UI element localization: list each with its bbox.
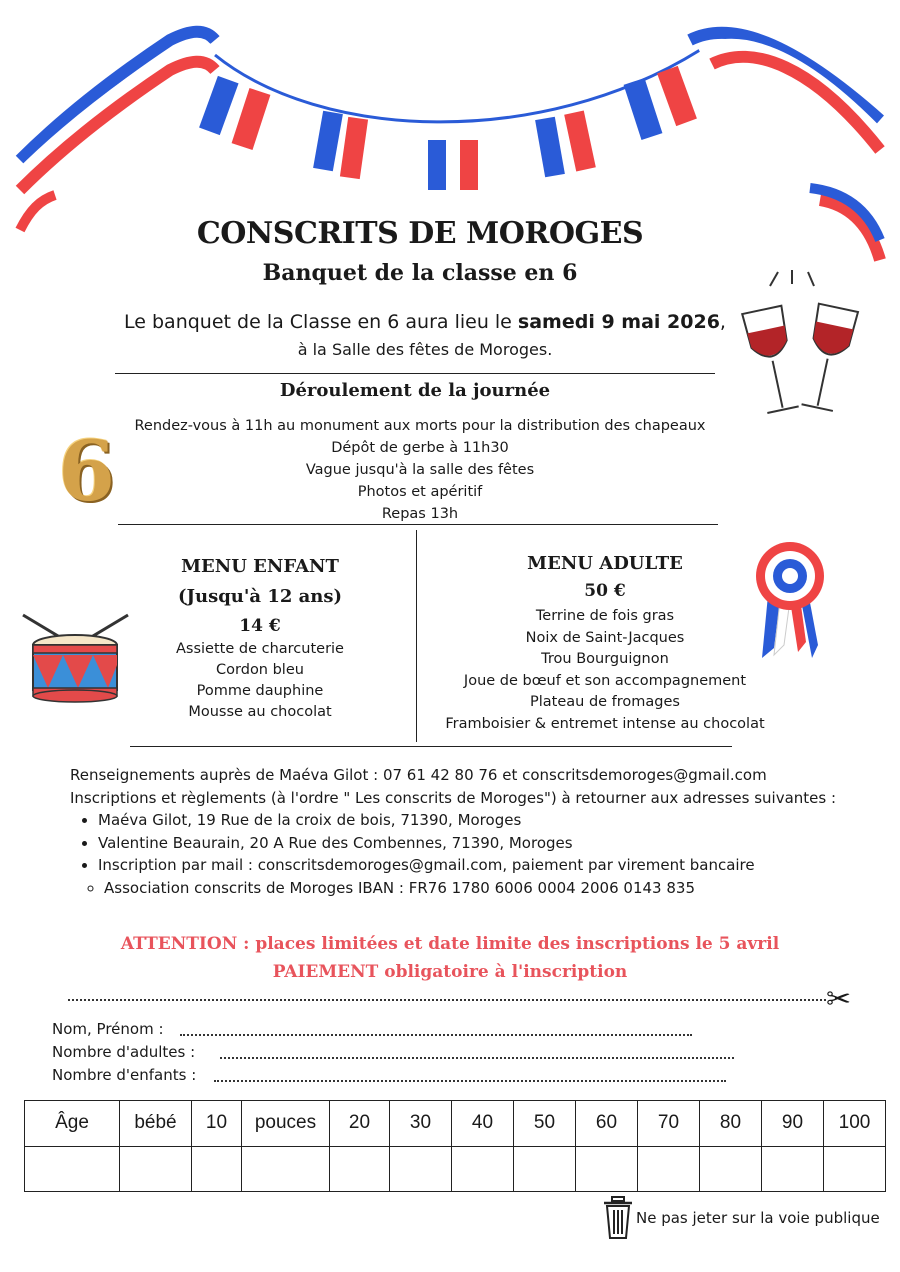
bunting-flag (199, 76, 270, 150)
programme-list (100, 415, 740, 525)
children-label: Nombre d'enfants : (52, 1066, 197, 1084)
divider (115, 373, 715, 374)
menu-enfant-price: 14 € (239, 616, 281, 636)
intro-date: samedi 9 mai 2026 (517, 311, 720, 333)
age-input-cell[interactable] (514, 1146, 576, 1192)
address-item: • Maéva Gilot, 19 Rue de la croix de bois, 71390, Moroges (98, 809, 840, 832)
programme-item: Rendez-vous à 11h au monument aux morts pour la distribution des chapeaux (134, 418, 706, 434)
age-header-cell: 30 (390, 1101, 452, 1147)
age-header-cell: 50 (514, 1101, 576, 1147)
menu-item: Pomme dauphine (196, 683, 324, 699)
attention-line-1: ATTENTION : places limitées et date limite des inscriptions le 5 avril (120, 934, 780, 954)
menu-item: Mousse au chocolat (188, 704, 332, 720)
age-input-cell[interactable] (638, 1146, 700, 1192)
age-input-cell[interactable] (762, 1146, 824, 1192)
drum-icon (18, 610, 133, 705)
age-header-cell: 90 (762, 1101, 824, 1147)
adults-field[interactable] (220, 1057, 734, 1059)
info-section (70, 764, 840, 899)
cut-line (68, 999, 826, 1001)
info-contact-line: Renseignements auprès de Maéva Gilot : 07 61 42 80 76 et conscritsdemoroges@gmail.com (70, 766, 767, 784)
menu-item: Assiette de charcuterie (176, 641, 344, 657)
menu-item: Framboisier & entremet intense au chocolat (445, 715, 765, 732)
address-item: • Valentine Beaurain, 20 A Rue des Combennes, 71390, Moroges (98, 832, 840, 855)
age-input-cell[interactable] (576, 1146, 638, 1192)
scissors-icon: ✂ (826, 982, 852, 1017)
age-input-cell[interactable] (330, 1146, 390, 1192)
age-input-cell[interactable] (700, 1146, 762, 1192)
divider (118, 524, 718, 525)
page-title: CONSCRITS DE MOROGES (196, 216, 644, 251)
menu-item: Trou Bourguignon (541, 651, 669, 667)
intro-line-1 (60, 311, 790, 333)
iban-list (70, 877, 840, 900)
age-table (24, 1100, 886, 1192)
menu-item: Terrine de fois gras (535, 608, 675, 624)
age-header-cell: bébé (120, 1101, 192, 1147)
age-header-cell: pouces (242, 1101, 330, 1147)
bunting-flag (428, 140, 478, 190)
age-header-cell: 20 (330, 1101, 390, 1147)
bunting-flag (535, 111, 596, 178)
bunting-flag (313, 111, 368, 179)
age-input-cell[interactable] (824, 1146, 886, 1192)
programme-title: Déroulement de la journée (279, 380, 551, 401)
age-header-cell: 100 (824, 1101, 886, 1147)
age-header-cell: Âge (25, 1101, 120, 1147)
menu-enfant-subtitle: (Jusqu'à 12 ans) (177, 586, 343, 607)
intro-suffix: , (719, 311, 726, 333)
age-input-cell[interactable] (120, 1146, 192, 1192)
menu-item: Plateau de fromages (530, 694, 680, 710)
age-header-row (25, 1101, 886, 1147)
intro-prefix: Le banquet de la Classe en 6 aura lieu le (124, 311, 518, 333)
divider (130, 746, 732, 747)
age-header-cell: 80 (700, 1101, 762, 1147)
address-list (70, 809, 840, 877)
address-item: • Inscription par mail : conscritsdemoroges@gmail.com, paiement par virement bancaire (98, 854, 840, 877)
intro-line-2: à la Salle des fêtes de Moroges. (297, 340, 553, 359)
menu-item: Cordon bleu (216, 662, 304, 678)
age-input-cell[interactable] (25, 1146, 120, 1192)
bunting-flag (624, 66, 697, 140)
age-header-cell: 40 (452, 1101, 514, 1147)
menu-item: Joue de bœuf et son accompagnement (463, 672, 747, 689)
attention-line-2: PAIEMENT obligatoire à l'inscription (272, 962, 628, 982)
info-registration-line: Inscriptions et règlements (à l'ordre " Les conscrits de Moroges") à retourner aux adresses suivantes : (70, 788, 837, 807)
age-input-cell[interactable] (242, 1146, 330, 1192)
gold-number-six: 6 (58, 424, 116, 520)
programme-item: Dépôt de gerbe à 11h30 (331, 440, 509, 456)
menu-adulte-price: 50 € (584, 581, 626, 601)
menu-enfant-list (150, 639, 370, 723)
children-field[interactable] (214, 1080, 726, 1082)
age-input-cell[interactable] (192, 1146, 242, 1192)
age-header-cell: 10 (192, 1101, 242, 1147)
age-header-cell: 60 (576, 1101, 638, 1147)
footer-note: Ne pas jeter sur la voie publique (636, 1209, 880, 1227)
name-field[interactable] (180, 1034, 692, 1036)
page-subtitle: Banquet de la classe en 6 (262, 260, 578, 286)
menu-adulte-title: MENU ADULTE (527, 553, 683, 574)
name-label: Nom, Prénom : (52, 1020, 164, 1038)
menu-column-divider (416, 530, 417, 742)
programme-item: Repas 13h (381, 506, 459, 522)
menu-enfant-title: MENU ENFANT (181, 556, 339, 577)
iban-item: ◦ Association conscrits de Moroges IBAN : FR76 1780 6006 0004 2006 0143 835 (104, 877, 840, 900)
programme-item: Photos et apéritif (357, 484, 483, 500)
age-input-cell[interactable] (452, 1146, 514, 1192)
trash-bin-icon (602, 1196, 634, 1240)
age-input-row (25, 1146, 886, 1192)
adults-label: Nombre d'adultes : (52, 1043, 196, 1061)
programme-item: Vague jusqu'à la salle des fêtes (305, 462, 535, 478)
menu-item: Noix de Saint-Jacques (525, 629, 685, 646)
menu-adulte-list (430, 606, 780, 735)
age-header-cell: 70 (638, 1101, 700, 1147)
age-input-cell[interactable] (390, 1146, 452, 1192)
